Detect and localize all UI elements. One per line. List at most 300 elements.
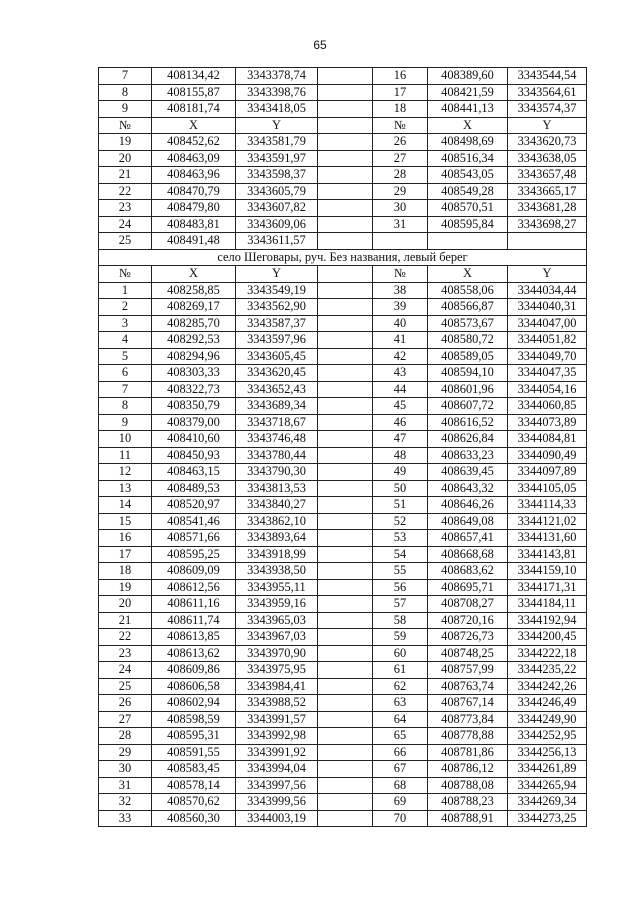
table-row	[99, 101, 587, 118]
point-number: 54	[373, 546, 428, 563]
point-number: 3	[99, 315, 152, 332]
x-coordinate: 408583,45	[152, 761, 236, 778]
x-coordinate: 408788,23	[428, 794, 508, 811]
y-coordinate: 3343992,98	[236, 728, 318, 745]
spacer-cell	[318, 695, 373, 712]
y-coordinate: 3344256,13	[508, 744, 587, 761]
point-number: 26	[99, 695, 152, 712]
x-coordinate: 408498,69	[428, 134, 508, 151]
x-coordinate: 408726,73	[428, 629, 508, 646]
table-row	[99, 810, 587, 827]
y-coordinate: 3343975,95	[236, 662, 318, 679]
y-coordinate: 3343591,97	[236, 150, 318, 167]
x-coordinate: 408613,85	[152, 629, 236, 646]
x-coordinate: 408595,84	[428, 216, 508, 233]
spacer-cell	[318, 711, 373, 728]
point-number: 39	[373, 299, 428, 316]
x-coordinate: 408649,08	[428, 513, 508, 530]
x-coordinate: 408639,45	[428, 464, 508, 481]
y-coordinate: 3344121,02	[508, 513, 587, 530]
y-coordinate: 3343652,43	[236, 381, 318, 398]
spacer-cell	[318, 662, 373, 679]
spacer-cell	[318, 777, 373, 794]
x-coordinate: 408516,34	[428, 150, 508, 167]
point-number: 18	[99, 563, 152, 580]
spacer-cell	[318, 414, 373, 431]
y-coordinate: 3344159,10	[508, 563, 587, 580]
x-coordinate: 408541,46	[152, 513, 236, 530]
y-coordinate: 3344192,94	[508, 612, 587, 629]
y-coordinate: 3343598,37	[236, 167, 318, 184]
point-number: 66	[373, 744, 428, 761]
point-number: 52	[373, 513, 428, 530]
point-number: 11	[99, 447, 152, 464]
point-number: 27	[99, 711, 152, 728]
x-coordinate: 408470,79	[152, 183, 236, 200]
x-coordinate: 408788,91	[428, 810, 508, 827]
point-number: 17	[99, 546, 152, 563]
y-coordinate: 3343862,10	[236, 513, 318, 530]
x-coordinate: 408578,14	[152, 777, 236, 794]
point-number: 31	[373, 216, 428, 233]
point-number: 32	[99, 794, 152, 811]
y-coordinate: 3343620,45	[236, 365, 318, 382]
y-coordinate: 3343955,11	[236, 579, 318, 596]
y-coordinate: 3344261,89	[508, 761, 587, 778]
table-row	[99, 480, 587, 497]
point-number: 60	[373, 645, 428, 662]
table-row	[99, 645, 587, 662]
y-coordinate: 3343665,17	[508, 183, 587, 200]
x-coordinate: 408181,74	[152, 101, 236, 118]
x-coordinate: 408602,94	[152, 695, 236, 712]
point-number: 21	[99, 612, 152, 629]
table-row	[99, 530, 587, 547]
y-coordinate: 3343991,57	[236, 711, 318, 728]
table-row	[99, 398, 587, 415]
table-row	[99, 282, 587, 299]
point-number: 57	[373, 596, 428, 613]
x-coordinate: 408606,58	[152, 678, 236, 695]
x-coordinate: 408595,25	[152, 546, 236, 563]
y-coordinate: 3343780,44	[236, 447, 318, 464]
y-coordinate: 3343994,04	[236, 761, 318, 778]
x-coordinate: 408452,62	[152, 134, 236, 151]
x-coordinate: 408560,30	[152, 810, 236, 827]
table-row	[99, 546, 587, 563]
spacer-cell	[318, 563, 373, 580]
column-header-y: Y	[508, 266, 587, 283]
spacer-cell	[318, 117, 373, 134]
point-number: 20	[99, 596, 152, 613]
y-coordinate: 3344265,94	[508, 777, 587, 794]
y-coordinate: 3344252,95	[508, 728, 587, 745]
spacer-cell	[318, 332, 373, 349]
point-number: 23	[99, 200, 152, 217]
x-coordinate: 408595,31	[152, 728, 236, 745]
point-number: 5	[99, 348, 152, 365]
point-number: 22	[99, 183, 152, 200]
x-coordinate: 408708,27	[428, 596, 508, 613]
x-coordinate: 408571,66	[152, 530, 236, 547]
point-number: 42	[373, 348, 428, 365]
x-coordinate: 408616,52	[428, 414, 508, 431]
spacer-cell	[318, 84, 373, 101]
x-coordinate: 408613,62	[152, 645, 236, 662]
column-header-x: X	[428, 117, 508, 134]
x-coordinate: 408591,55	[152, 744, 236, 761]
x-coordinate: 408479,80	[152, 200, 236, 217]
point-number: 31	[99, 777, 152, 794]
column-header-y: Y	[508, 117, 587, 134]
y-coordinate: 3343999,56	[236, 794, 318, 811]
point-number: 13	[99, 480, 152, 497]
x-coordinate: 408781,86	[428, 744, 508, 761]
spacer-cell	[318, 167, 373, 184]
table-row	[99, 447, 587, 464]
x-coordinate: 408570,51	[428, 200, 508, 217]
x-coordinate: 408134,42	[152, 68, 236, 85]
column-header-y: Y	[236, 117, 318, 134]
x-coordinate: 408607,72	[428, 398, 508, 415]
point-number: 69	[373, 794, 428, 811]
y-coordinate: 3344114,33	[508, 497, 587, 514]
table-row	[99, 711, 587, 728]
table-row	[99, 216, 587, 233]
spacer-cell	[318, 233, 373, 250]
y-coordinate: 3344249,90	[508, 711, 587, 728]
point-number: 22	[99, 629, 152, 646]
spacer-cell	[318, 629, 373, 646]
y-coordinate: 3343597,96	[236, 332, 318, 349]
y-coordinate: 3343657,48	[508, 167, 587, 184]
spacer-cell	[318, 810, 373, 827]
point-number: 20	[99, 150, 152, 167]
x-coordinate: 408767,14	[428, 695, 508, 712]
point-number: 44	[373, 381, 428, 398]
point-number: 16	[99, 530, 152, 547]
point-number: 10	[99, 431, 152, 448]
table-row	[99, 744, 587, 761]
point-number: 1	[99, 282, 152, 299]
x-coordinate: 408598,59	[152, 711, 236, 728]
column-header-x: X	[152, 266, 236, 283]
y-coordinate: 3343813,53	[236, 480, 318, 497]
y-coordinate: 3344273,25	[508, 810, 587, 827]
spacer-cell	[318, 546, 373, 563]
table-row	[99, 365, 587, 382]
table-row	[99, 761, 587, 778]
point-number: 61	[373, 662, 428, 679]
coordinates-table	[98, 67, 587, 827]
y-coordinate: 3344246,49	[508, 695, 587, 712]
table-row	[99, 662, 587, 679]
x-coordinate: 408463,09	[152, 150, 236, 167]
x-coordinate: 408350,79	[152, 398, 236, 415]
x-coordinate: 408566,87	[428, 299, 508, 316]
page-number: 65	[313, 38, 327, 52]
point-number: 21	[99, 167, 152, 184]
point-number: 67	[373, 761, 428, 778]
x-coordinate: 408646,26	[428, 497, 508, 514]
point-number: 47	[373, 431, 428, 448]
y-coordinate: 3344054,16	[508, 381, 587, 398]
spacer-cell	[318, 282, 373, 299]
y-coordinate: 3344184,11	[508, 596, 587, 613]
y-coordinate: 3344105,05	[508, 480, 587, 497]
table-row	[99, 299, 587, 316]
point-number: 46	[373, 414, 428, 431]
y-coordinate: 3344269,34	[508, 794, 587, 811]
y-coordinate	[508, 233, 587, 250]
point-number: 56	[373, 579, 428, 596]
y-coordinate: 3343544,54	[508, 68, 587, 85]
point-number: 9	[99, 414, 152, 431]
column-header-x: X	[428, 266, 508, 283]
point-number: 38	[373, 282, 428, 299]
point-number: 23	[99, 645, 152, 662]
x-coordinate: 408580,72	[428, 332, 508, 349]
x-coordinate: 408601,96	[428, 381, 508, 398]
point-number: 17	[373, 84, 428, 101]
point-number: 19	[99, 579, 152, 596]
point-number: 65	[373, 728, 428, 745]
table-row	[99, 777, 587, 794]
point-number: 43	[373, 365, 428, 382]
y-coordinate: 3344049,70	[508, 348, 587, 365]
spacer-cell	[318, 497, 373, 514]
point-number: 49	[373, 464, 428, 481]
table-row	[99, 513, 587, 530]
x-coordinate: 408611,16	[152, 596, 236, 613]
y-coordinate: 3343967,03	[236, 629, 318, 646]
point-number: 8	[99, 398, 152, 415]
y-coordinate: 3343681,28	[508, 200, 587, 217]
x-coordinate: 408668,68	[428, 546, 508, 563]
point-number: 29	[99, 744, 152, 761]
point-number: 33	[99, 810, 152, 827]
y-coordinate: 3343620,73	[508, 134, 587, 151]
spacer-cell	[318, 480, 373, 497]
y-coordinate: 3344051,82	[508, 332, 587, 349]
x-coordinate: 408543,05	[428, 167, 508, 184]
point-number: 25	[99, 233, 152, 250]
x-coordinate: 408786,12	[428, 761, 508, 778]
y-coordinate: 3343605,79	[236, 183, 318, 200]
y-coordinate: 3343893,64	[236, 530, 318, 547]
spacer-cell	[318, 183, 373, 200]
spacer-cell	[318, 744, 373, 761]
x-coordinate: 408757,99	[428, 662, 508, 679]
x-coordinate: 408773,84	[428, 711, 508, 728]
section-title: село Шеговары, руч. Без названия, левый берег	[99, 249, 587, 266]
y-coordinate: 3343840,27	[236, 497, 318, 514]
x-coordinate: 408748,25	[428, 645, 508, 662]
spacer-cell	[318, 200, 373, 217]
x-coordinate: 408258,85	[152, 282, 236, 299]
spacer-cell	[318, 761, 373, 778]
y-coordinate: 3343574,37	[508, 101, 587, 118]
point-number: 7	[99, 381, 152, 398]
y-coordinate: 3343378,74	[236, 68, 318, 85]
table-row	[99, 678, 587, 695]
table-row	[99, 183, 587, 200]
x-coordinate: 408303,33	[152, 365, 236, 382]
x-coordinate: 408294,96	[152, 348, 236, 365]
y-coordinate: 3343587,37	[236, 315, 318, 332]
x-coordinate: 408558,06	[428, 282, 508, 299]
y-coordinate: 3344003,19	[236, 810, 318, 827]
table-row	[99, 794, 587, 811]
x-coordinate: 408463,96	[152, 167, 236, 184]
table-row	[99, 167, 587, 184]
y-coordinate: 3344047,35	[508, 365, 587, 382]
y-coordinate: 3343938,50	[236, 563, 318, 580]
y-coordinate: 3343549,19	[236, 282, 318, 299]
table-row	[99, 629, 587, 646]
y-coordinate: 3344143,81	[508, 546, 587, 563]
point-number: 4	[99, 332, 152, 349]
point-number: 18	[373, 101, 428, 118]
y-coordinate: 3343698,27	[508, 216, 587, 233]
y-coordinate: 3344073,89	[508, 414, 587, 431]
x-coordinate: 408410,60	[152, 431, 236, 448]
y-coordinate: 3344060,85	[508, 398, 587, 415]
header-row	[99, 117, 587, 134]
column-header-number: №	[373, 117, 428, 134]
point-number: 29	[373, 183, 428, 200]
point-number: 12	[99, 464, 152, 481]
y-coordinate: 3343581,79	[236, 134, 318, 151]
point-number	[373, 233, 428, 250]
point-number: 27	[373, 150, 428, 167]
x-coordinate: 408489,53	[152, 480, 236, 497]
y-coordinate: 3344097,89	[508, 464, 587, 481]
y-coordinate: 3343746,48	[236, 431, 318, 448]
y-coordinate: 3343790,30	[236, 464, 318, 481]
x-coordinate: 408322,73	[152, 381, 236, 398]
x-coordinate: 408389,60	[428, 68, 508, 85]
spacer-cell	[318, 101, 373, 118]
spacer-cell	[318, 596, 373, 613]
table-row	[99, 348, 587, 365]
point-number: 24	[99, 216, 152, 233]
point-number: 8	[99, 84, 152, 101]
x-coordinate: 408609,86	[152, 662, 236, 679]
y-coordinate: 3344171,31	[508, 579, 587, 596]
x-coordinate: 408269,17	[152, 299, 236, 316]
point-number: 64	[373, 711, 428, 728]
y-coordinate: 3343611,57	[236, 233, 318, 250]
table-row	[99, 315, 587, 332]
point-number: 45	[373, 398, 428, 415]
spacer-cell	[318, 678, 373, 695]
point-number: 2	[99, 299, 152, 316]
table-row	[99, 150, 587, 167]
y-coordinate: 3343607,82	[236, 200, 318, 217]
table-row	[99, 695, 587, 712]
x-coordinate: 408609,09	[152, 563, 236, 580]
table-row	[99, 563, 587, 580]
point-number: 19	[99, 134, 152, 151]
spacer-cell	[318, 134, 373, 151]
y-coordinate: 3344040,31	[508, 299, 587, 316]
table-row	[99, 497, 587, 514]
y-coordinate: 3343997,56	[236, 777, 318, 794]
column-header-x: X	[152, 117, 236, 134]
spacer-cell	[318, 381, 373, 398]
point-number: 24	[99, 662, 152, 679]
y-coordinate: 3344090,49	[508, 447, 587, 464]
point-number: 15	[99, 513, 152, 530]
point-number: 6	[99, 365, 152, 382]
table-row	[99, 579, 587, 596]
y-coordinate: 3343398,76	[236, 84, 318, 101]
y-coordinate: 3343918,99	[236, 546, 318, 563]
section-title-row	[99, 249, 587, 266]
x-coordinate: 408450,93	[152, 447, 236, 464]
point-number: 55	[373, 563, 428, 580]
spacer-cell	[318, 216, 373, 233]
column-header-number: №	[99, 266, 152, 283]
spacer-cell	[318, 431, 373, 448]
table-row	[99, 728, 587, 745]
spacer-cell	[318, 464, 373, 481]
spacer-cell	[318, 612, 373, 629]
table-row	[99, 414, 587, 431]
spacer-cell	[318, 645, 373, 662]
y-coordinate: 3343965,03	[236, 612, 318, 629]
spacer-cell	[318, 513, 373, 530]
spacer-cell	[318, 530, 373, 547]
table-row	[99, 200, 587, 217]
table-row	[99, 332, 587, 349]
point-number: 28	[373, 167, 428, 184]
spacer-cell	[318, 315, 373, 332]
table-row	[99, 68, 587, 85]
table-row	[99, 431, 587, 448]
table-row	[99, 381, 587, 398]
x-coordinate: 408379,00	[152, 414, 236, 431]
spacer-cell	[318, 447, 373, 464]
x-coordinate: 408594,10	[428, 365, 508, 382]
table-row	[99, 464, 587, 481]
point-number: 16	[373, 68, 428, 85]
x-coordinate: 408285,70	[152, 315, 236, 332]
spacer-cell	[318, 365, 373, 382]
x-coordinate: 408441,13	[428, 101, 508, 118]
table-row	[99, 596, 587, 613]
point-number: 51	[373, 497, 428, 514]
point-number: 53	[373, 530, 428, 547]
x-coordinate: 408763,74	[428, 678, 508, 695]
spacer-cell	[318, 728, 373, 745]
y-coordinate: 3343991,92	[236, 744, 318, 761]
point-number: 62	[373, 678, 428, 695]
x-coordinate: 408612,56	[152, 579, 236, 596]
spacer-cell	[318, 299, 373, 316]
spacer-cell	[318, 398, 373, 415]
x-coordinate: 408633,23	[428, 447, 508, 464]
header-row	[99, 266, 587, 283]
spacer-cell	[318, 794, 373, 811]
y-coordinate: 3343984,41	[236, 678, 318, 695]
x-coordinate: 408292,53	[152, 332, 236, 349]
point-number: 25	[99, 678, 152, 695]
y-coordinate: 3343689,34	[236, 398, 318, 415]
x-coordinate: 408611,74	[152, 612, 236, 629]
y-coordinate: 3344222,18	[508, 645, 587, 662]
